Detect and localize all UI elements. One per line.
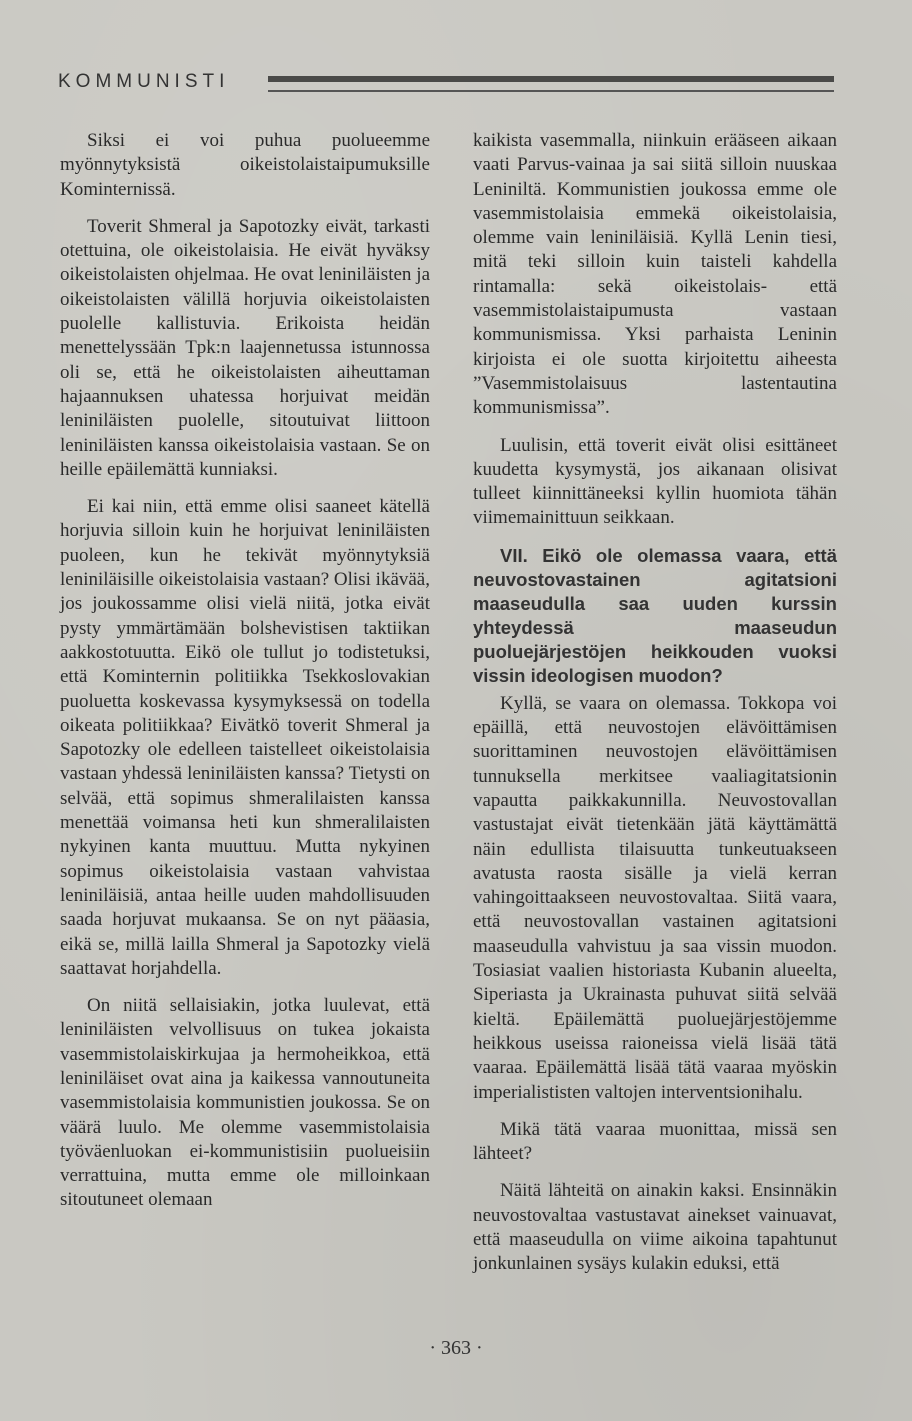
paragraph: Ei kai niin, että emme olisi saaneet kätellä horjuvia silloin kuin he horjuivat leniniläisten puoleen, kun he tekivät myönnytyksiä leniniläisille oikeistolaisia vastaan? Olisi ikävää, jos joukossamme olisi vielä niitä, jotka eivät pysty ymmärtämään bolshevistisen taktiikan aakkostotuutta. Eikö ole tullut jo todistetuksi, että Kominternin politiikka Tsekkoslovakian puoluetta koskevassa kysymyksessä on todella oikeata politiikkaa? Eivätkö toverit Shmeral ja Sapotozky ole edelleen taistelleet oikeistolaisia vastaan yhdessä leniniläisten kanssa? Tietysti on selvää, että sopimus shmeralilaisten kanssa menettää voimansa heti kun shmeralilaisten nykyinen kanta muuttuu. Mutta nykyinen sopimus oikeistolaisia vastaan vahvistaa leniniläisiä, antaa heille uuden mahdollisuuden saada horjuvat mukaansa. Se on nyt pääasia, eikä se, millä lailla Shmeral ja Sapotozky vielä saattavat horjahdella.	[60, 496, 430, 979]
header-rule-thin	[268, 90, 834, 92]
running-head: KOMMUNISTI	[58, 71, 230, 92]
paragraph-continued: kaikista vasemmalla, niinkuin erääseen aikaan vaati Parvus-vainaa ja sai siitä silloin nuuskaa Leniniltä. Kommunistien joukossa emme ole vasemmistolaisia emmekä oikeistolaisia, olemme vain leniniläisiä. Kyllä Lenin tiesi, mitä teki silloin kuin taisteli kahdella rintamalla: sekä oikeistolais- että vasemmistolaistaipumusta vastaan kommunismissa. Yksi parhaista Leninin kirjoista ei ole suotta kirjoitettu aiheesta ”Vasemmistolaisuus lastentautina kommunismissa”.	[473, 130, 837, 419]
section-heading: VII. Eikö ole olemassa vaara, että neuvostovastainen agitatsioni maaseudulla saa uuden kurssin yhteydessä maaseudun puoluejärjestöjen heikkouden vuoksi vissin ideologisen muodon?	[473, 544, 837, 686]
paragraph: Näitä lähteitä on ainakin kaksi. Ensinnäkin neuvostovaltaa vastustavat ainekset vainuavat, että maaseudulla on viime aikoina tapahtunut jonkunlainen sysäys kulakin eduksi, että	[473, 1180, 837, 1275]
left-column	[60, 129, 430, 1226]
page-number: · 363 ·	[429, 1337, 483, 1359]
paragraph: Kyllä, se vaara on olemassa. Tokkopa voi epäillä, että neuvostojen elävöittämisen suorittaminen neuvostojen elävöittämisen tunnuksella merkitsee vaaliagitatsionin vapautta paikkakunnilla. Neuvostovallan vastustajat eivät tietenkään jätä käyttämättä näin edullista tilaisuutta tunkeutuakseen avatusta raosta sisälle ja vielä kerran vahingoittaakseen neuvostovaltaa. Siitä vaara, että neuvostovallan vastainen agitatsioni maaseudulla vahvistuu ja saa vissin muodon. Tosiasiat vaalien historiasta Kubanin alueelta, Siperiasta ja Ukrainasta puhuvat siitä selvää kieltä. Epäilemättä puoluejärjestöjemme heikkous useissa raioneissa vielä lisää tätä vaaraa. Epäilemättä lisää tätä vaaraa myöskin imperialististen valtojen interventsionihalu.	[473, 692, 837, 1103]
paragraph: Mikä tätä vaaraa muonittaa, missä sen lähteet?	[473, 1118, 837, 1165]
paragraph: Siksi ei voi puhua puolueemme myönnytyksistä oikeistolaistaipumuksille Kominternissä.	[60, 130, 430, 200]
paragraph: Toverit Shmeral ja Sapotozky eivät, tarkasti otettuina, ole oikeistolaisia. He eivät hyväksy oikeistolaisten ohjelmaa. He ovat leniniläisten ja oikeistolaisten välillä horjuvia oikeistolaisten puolelle kallistuvia. Erikoista heidän menettelyssään Tpk:n laajennetussa istunnossa oli se, että he oikeistolaisten aiheuttaman hajaannuksen uhatessa horjuivat meidän leniniläisten puolelle, sitoutuivat liittoon leniniläisten kanssa oikeistolaisia vastaan. Se on heille epäilemättä kunniaksi.	[60, 215, 430, 480]
header-rule-thick	[268, 76, 834, 82]
right-column	[473, 129, 837, 1290]
paragraph: On niitä sellaisiakin, jotka luulevat, että leniniläisten velvollisuus on tukea jokaista vasemmistolaiskirkujaa ja hermoheikkoa, että leniniläiset ovat aina ja kaikessa vannoutuneita vasemmistolaisia kommunistien joukossa. Se on väärä luulo. Me olemme vasemmistolaisia työväenluokan ei-kommunistisiin puolueisiin verrattuina, mutta emme ole milloinkaan sitoutuneet olemaan	[60, 995, 430, 1211]
paragraph: Luulisin, että toverit eivät olisi esittäneet kuudetta kysymystä, jos aikanaan olisivat tulleet kiinnittäneeksi kyllin huomiota tähän viimemainittuun seikkaan.	[473, 434, 837, 529]
